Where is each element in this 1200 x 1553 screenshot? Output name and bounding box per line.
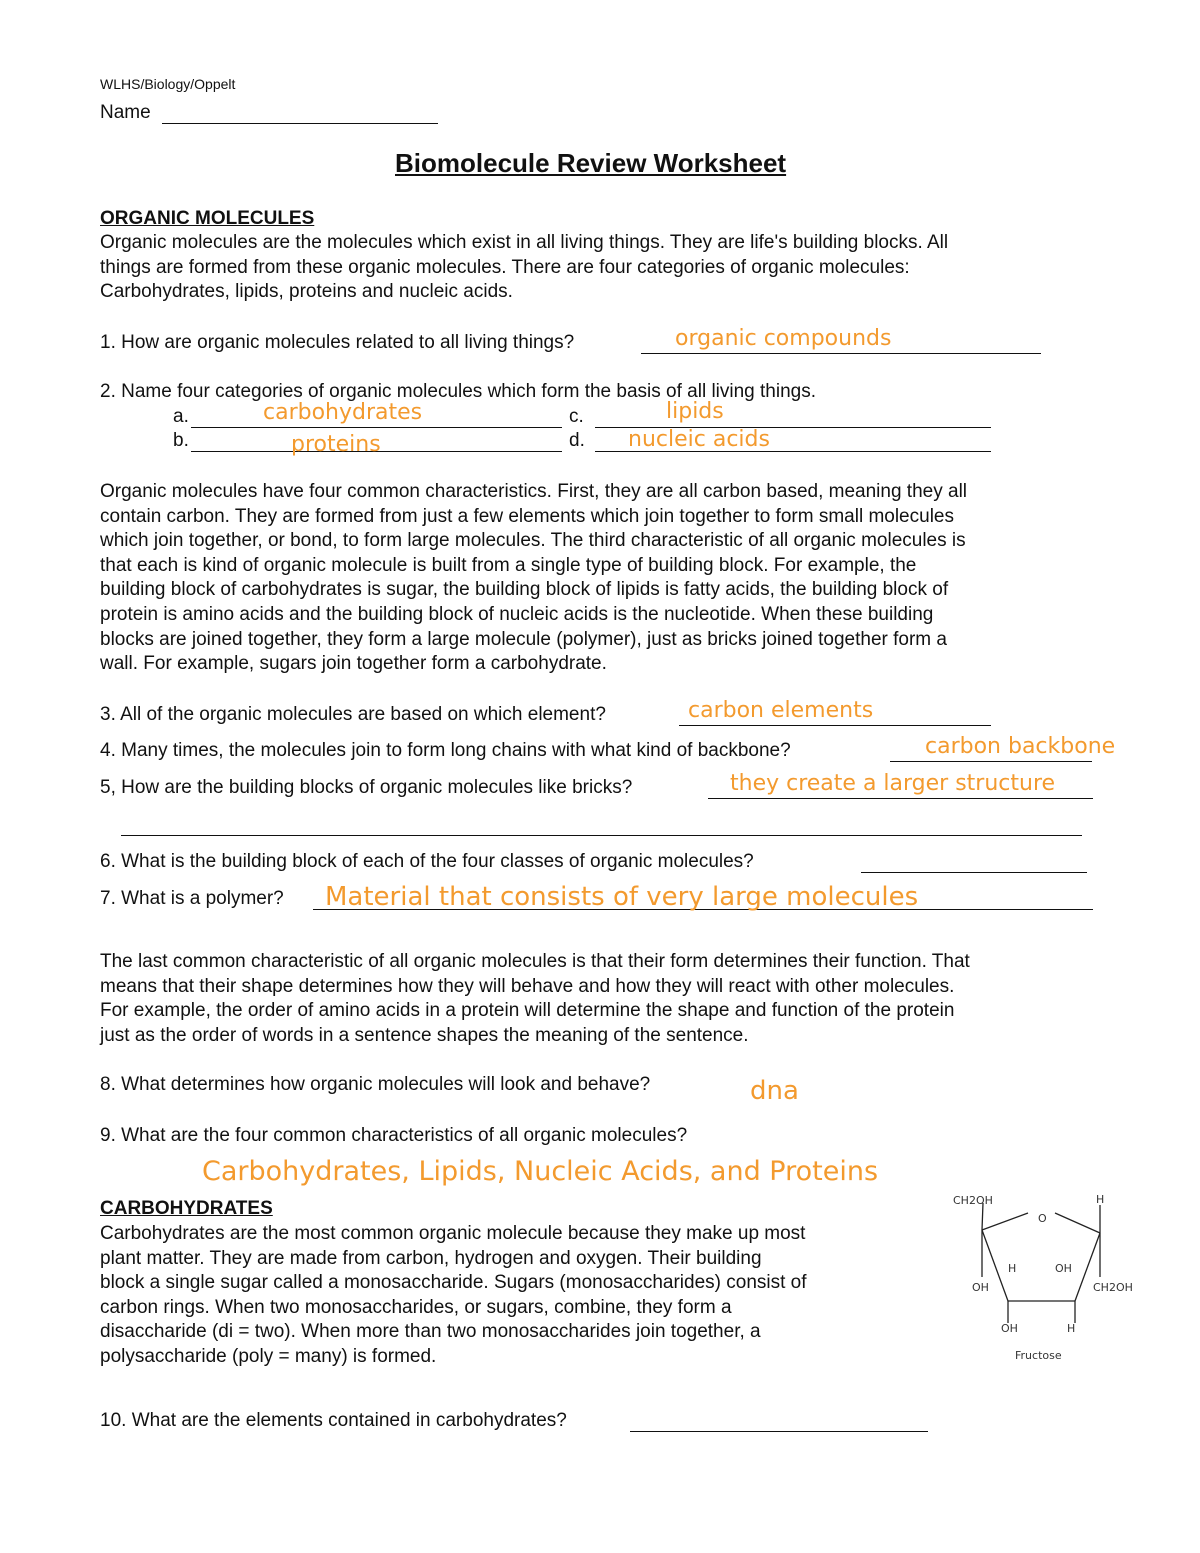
answer-4: carbon backbone — [925, 734, 1116, 759]
answer-1: organic compounds — [675, 326, 892, 351]
paragraph-line: blocks are joined together, they form a large molecule (polymer), just as bricks joined together form a — [100, 628, 947, 650]
question-6: 6. What is the building block of each of the four classes of organic molecules? — [100, 851, 754, 872]
ring-bond-top-right — [1055, 1213, 1100, 1233]
question-5: 5, How are the building blocks of organic molecules like bricks? — [100, 777, 633, 798]
paragraph-line: contain carbon. They are formed from just a few elements which join together to form small molecules — [100, 505, 954, 527]
label-ch2oh-right: CH2OH — [1093, 1281, 1133, 1294]
label-oh-inner: OH — [1055, 1262, 1072, 1275]
label-ch2oh-top: CH2OH — [953, 1194, 993, 1207]
question-4: 4. Many times, the molecules join to form long chains with what kind of backbone? — [100, 740, 791, 761]
answer-2c: lipids — [666, 399, 724, 424]
question-8: 8. What determines how organic molecules will look and behave? — [100, 1074, 651, 1095]
paragraph-line: protein is amino acids and the building block of nucleic acids is the nucleotide. When these building — [100, 603, 934, 625]
form-function-paragraph — [100, 950, 970, 1048]
paragraph-line: Organic molecules are the molecules which exist in all living things. They are life's building blocks. All — [100, 232, 949, 253]
answer-line-5-continued[interactable] — [121, 835, 1082, 836]
q2-label-b: b. — [173, 430, 189, 451]
characteristics-paragraph — [100, 480, 967, 677]
paragraph-line: The last common characteristic of all organic molecules is that their form determines their function. That — [100, 951, 970, 972]
answer-2b: proteins — [291, 432, 381, 457]
paragraph-line: means that their shape determines how they will behave and how they will react with other molecules. — [100, 975, 955, 997]
paragraph-line: For example, the order of amino acids in a protein will determine the shape and function of the protein — [100, 1000, 955, 1022]
question-10: 10. What are the elements contained in carbohydrates? — [100, 1410, 567, 1431]
organic-intro-paragraph — [100, 231, 948, 305]
answer-line-1[interactable] — [641, 353, 1041, 354]
label-h-inner: H — [1008, 1262, 1017, 1275]
answer-8: dna — [750, 1076, 799, 1106]
answer-line-10[interactable] — [630, 1431, 928, 1432]
paragraph-line: Organic molecules have four common characteristics. First, they are all carbon based, meaning they all — [100, 481, 968, 502]
section-heading-organic: ORGANIC MOLECULES — [100, 208, 315, 229]
q2-label-c: c. — [569, 406, 584, 427]
label-o-ring: O — [1038, 1212, 1047, 1225]
answer-3: carbon elements — [688, 698, 874, 723]
paragraph-line: things are formed from these organic molecules. There are four categories of organic molecules: — [100, 256, 910, 278]
question-7: 7. What is a polymer? — [100, 888, 284, 909]
carbohydrates-paragraph — [100, 1222, 807, 1370]
paragraph-line: Carbohydrates are the most common organic molecule because they make up most — [100, 1223, 806, 1244]
paragraph-line: just as the order of words in a sentence shapes the meaning of the sentence. — [100, 1024, 749, 1046]
answer-line-6[interactable] — [861, 872, 1087, 873]
answer-line-5[interactable] — [708, 798, 1093, 799]
q2-label-a: a. — [173, 406, 189, 427]
paragraph-line: that each is kind of organic molecule is built from a single type of building block. For example, the — [100, 554, 917, 576]
question-3: 3. All of the organic molecules are based on which element? — [100, 704, 606, 725]
answer-2d: nucleic acids — [628, 427, 770, 452]
course-label: WLHS/Biology/Oppelt — [100, 76, 236, 92]
bond-ch2oh-top — [982, 1203, 983, 1230]
paragraph-line: wall. For example, sugars join together form a carbohydrate. — [100, 653, 607, 675]
paragraph-line: which join together, or bond, to form large molecules. The third characteristic of all organic molecules is — [100, 530, 966, 552]
answer-9: Carbohydrates, Lipids, Nucleic Acids, and Proteins — [202, 1156, 879, 1187]
paragraph-line: building block of carbohydrates is sugar, the building block of lipids is fatty acids, the building block of — [100, 579, 949, 601]
name-blank[interactable] — [162, 123, 438, 124]
answer-line-3[interactable] — [679, 725, 991, 726]
answer-5: they create a larger structure — [730, 771, 1056, 796]
answer-line-4[interactable] — [890, 761, 1092, 762]
label-h-top: H — [1096, 1193, 1105, 1206]
label-oh-bottom: OH — [1001, 1322, 1018, 1335]
name-label: Name — [100, 102, 151, 123]
question-2: 2. Name four categories of organic molecules which form the basis of all living things. — [100, 381, 817, 402]
answer-line-2a[interactable] — [191, 427, 562, 428]
question-1: 1. How are organic molecules related to all living things? — [100, 332, 575, 353]
fructose-ring-svg — [940, 1185, 1160, 1375]
paragraph-line: block a single sugar called a monosaccharide. Sugars (monosaccharides) consist of — [100, 1272, 807, 1294]
paragraph-line: Carbohydrates, lipids, proteins and nucleic acids. — [100, 281, 513, 303]
q2-label-d: d. — [569, 430, 585, 451]
answer-7: Material that consists of very large molecules — [325, 882, 919, 912]
ring-bond-top-left — [982, 1213, 1028, 1230]
paragraph-line: carbon rings. When two monosaccharides, or sugars, combine, they form a — [100, 1296, 732, 1318]
section-heading-carbohydrates: CARBOHYDRATES — [100, 1198, 273, 1219]
fructose-caption: Fructose — [1015, 1349, 1062, 1362]
paragraph-line: disaccharide (di = two). When more than two monosaccharides join together, a — [100, 1321, 761, 1343]
question-9: 9. What are the four common characteristics of all organic molecules? — [100, 1125, 688, 1146]
label-h-bottom: H — [1067, 1322, 1076, 1335]
paragraph-line: polysaccharide (poly = many) is formed. — [100, 1345, 437, 1367]
label-oh-left: OH — [972, 1281, 989, 1294]
paragraph-line: plant matter. They are made from carbon, hydrogen and oxygen. Their building — [100, 1247, 762, 1269]
page-title: Biomolecule Review Worksheet — [395, 148, 787, 178]
answer-2a: carbohydrates — [263, 400, 423, 425]
